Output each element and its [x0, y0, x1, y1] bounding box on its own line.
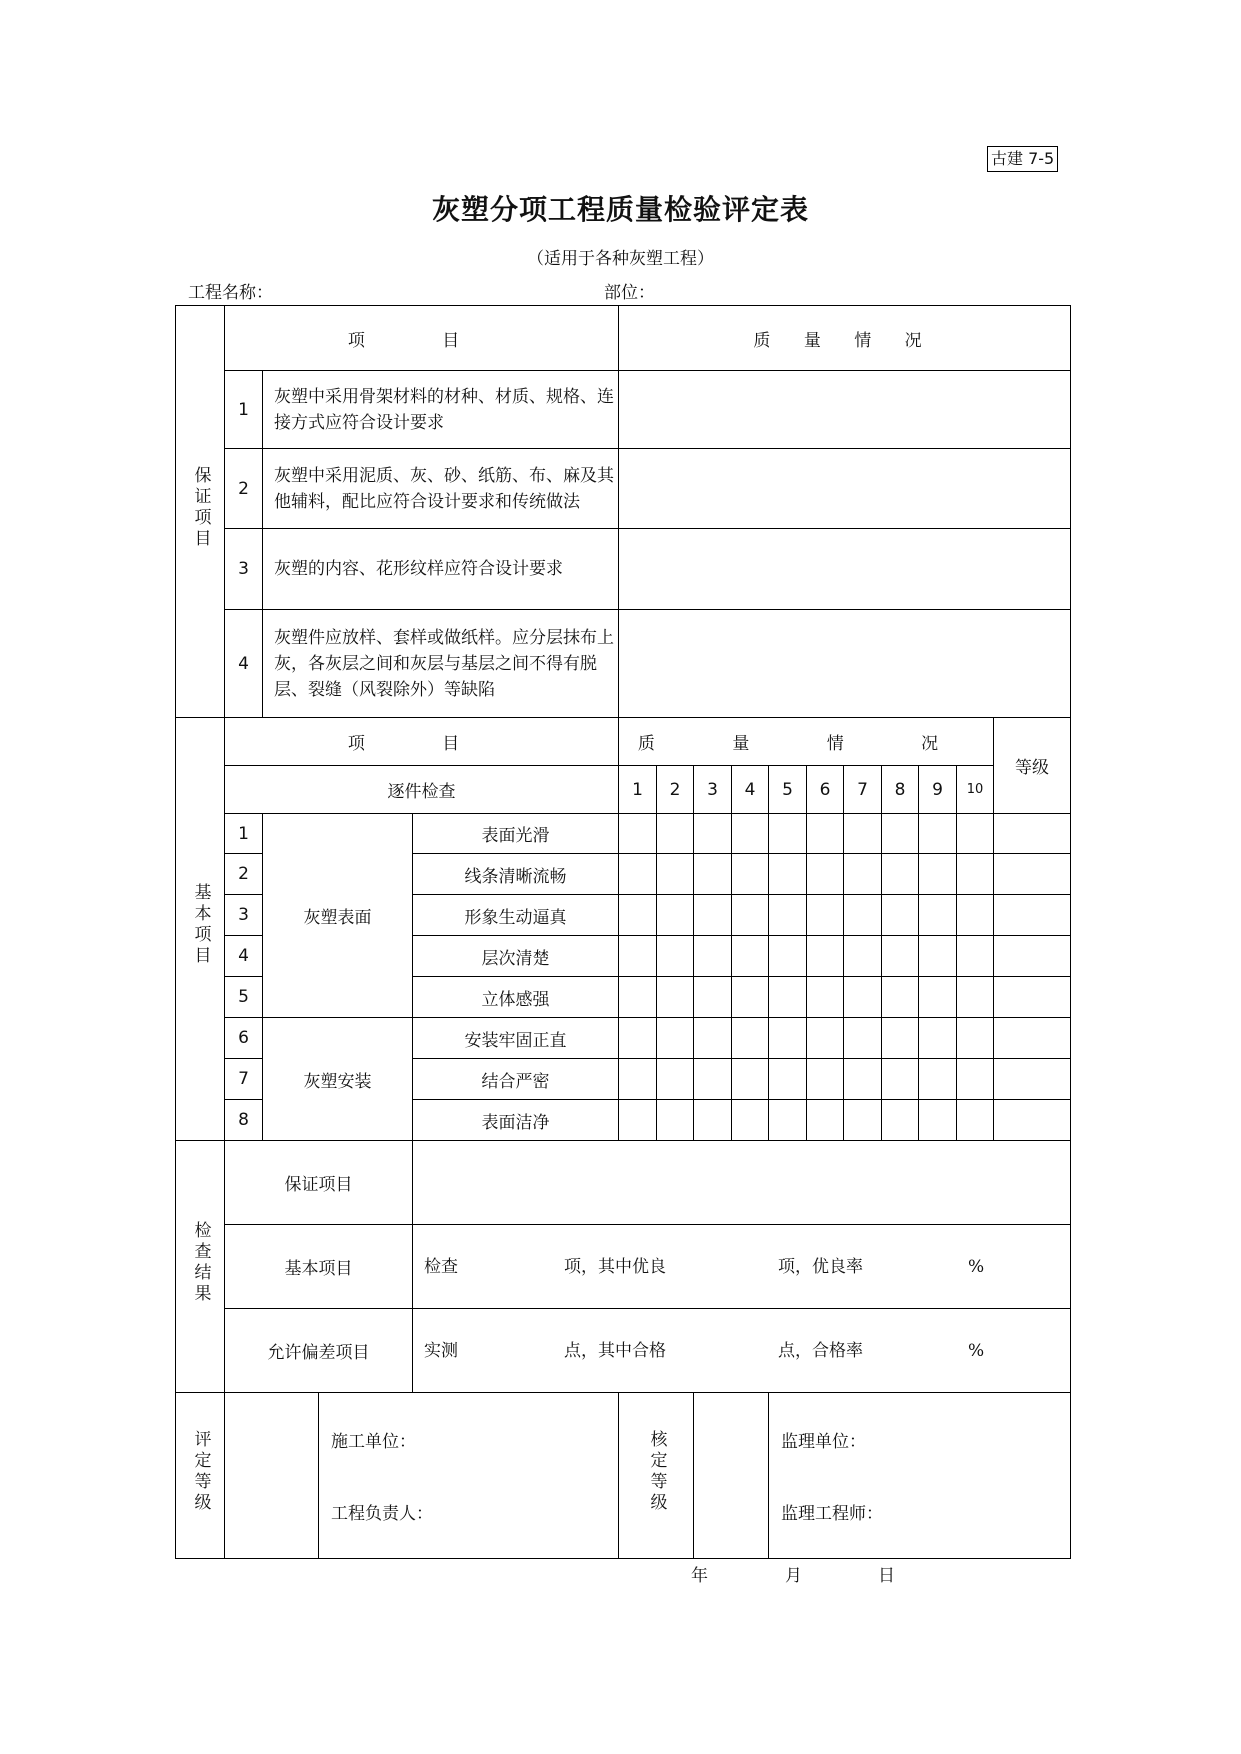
check-cell[interactable] [807, 936, 844, 977]
basic-col-item: 项 目 [225, 718, 619, 766]
check-cell[interactable] [882, 977, 919, 1018]
check-number: 1 [619, 766, 657, 814]
grade-cell[interactable] [994, 936, 1071, 977]
check-cell[interactable] [619, 854, 657, 895]
basic-item-text: 表面光滑 [413, 814, 619, 854]
check-cell[interactable] [694, 895, 732, 936]
check-cell[interactable] [844, 895, 882, 936]
table-row [176, 449, 1071, 529]
check-cell[interactable] [957, 977, 994, 1018]
check-cell[interactable] [807, 1018, 844, 1059]
check-cell[interactable] [694, 977, 732, 1018]
basic-item-no: 8 [225, 1100, 263, 1141]
table-row [176, 814, 1071, 854]
check-cell[interactable] [769, 854, 807, 895]
results-tolerance-label: 允许偏差项目 [225, 1309, 413, 1393]
check-cell[interactable] [769, 1059, 807, 1100]
check-number: 7 [844, 766, 882, 814]
check-cell[interactable] [732, 1100, 769, 1141]
check-cell[interactable] [619, 814, 657, 854]
table-row [176, 371, 1071, 449]
check-cell[interactable] [882, 814, 919, 854]
check-cell[interactable] [657, 895, 694, 936]
check-cell[interactable] [694, 1059, 732, 1100]
basic-item-no: 4 [225, 936, 263, 977]
guarantee-item-no: 4 [225, 610, 263, 718]
check-cell[interactable] [844, 936, 882, 977]
check-cell[interactable] [769, 895, 807, 936]
check-cell[interactable] [694, 854, 732, 895]
check-cell[interactable] [694, 1018, 732, 1059]
check-number: 10 [957, 766, 994, 814]
check-cell[interactable] [957, 936, 994, 977]
supervisor-label: 监理工程师： [781, 1504, 884, 1524]
check-cell[interactable] [807, 814, 844, 854]
guarantee-quality-cell[interactable] [619, 371, 1071, 449]
basic-item-no: 1 [225, 814, 263, 854]
check-cell[interactable] [807, 895, 844, 936]
table-row [176, 529, 1071, 610]
verify-label: 核定等级 [619, 1393, 694, 1559]
check-cell[interactable] [807, 854, 844, 895]
check-cell[interactable] [957, 895, 994, 936]
check-cell[interactable] [657, 936, 694, 977]
basic-percent: % [968, 1256, 985, 1277]
basic-item-text: 线条清晰流畅 [413, 854, 619, 895]
form-subtitle: （适用于各种灰塑工程） [527, 249, 714, 269]
check-cell[interactable] [919, 977, 957, 1018]
results-guarantee-value[interactable] [413, 1141, 1071, 1225]
table-row [176, 1018, 1071, 1059]
check-cell[interactable] [882, 936, 919, 977]
tol-rate-text: 点，合格率 [778, 1340, 863, 1361]
basic-item-text: 层次清楚 [413, 936, 619, 977]
results-basic-label: 基本项目 [225, 1225, 413, 1309]
project-name-label: 工程名称： [188, 283, 273, 303]
check-cell[interactable] [882, 1018, 919, 1059]
group-surface-label: 灰塑表面 [263, 814, 413, 1018]
check-cell[interactable] [957, 1059, 994, 1100]
check-cell[interactable] [657, 1100, 694, 1141]
basic-sub-header: 逐件检查 [225, 766, 619, 814]
check-number: 4 [732, 766, 769, 814]
table-row [176, 1141, 1071, 1225]
check-cell[interactable] [844, 977, 882, 1018]
check-number: 9 [919, 766, 957, 814]
check-cell[interactable] [957, 854, 994, 895]
grade-cell[interactable] [994, 814, 1071, 854]
check-cell[interactable] [732, 854, 769, 895]
check-cell[interactable] [619, 1018, 657, 1059]
check-cell[interactable] [844, 1100, 882, 1141]
check-cell[interactable] [807, 1100, 844, 1141]
evaluation-table [175, 305, 1071, 1559]
guarantee-item-text: 灰塑中采用泥质、灰、砂、纸筋、布、麻及其他辅料，配比应符合设计要求和传统做法 [263, 449, 619, 529]
check-number: 8 [882, 766, 919, 814]
check-cell[interactable] [694, 936, 732, 977]
table-row [176, 1225, 1071, 1309]
check-cell[interactable] [919, 936, 957, 977]
check-cell[interactable] [882, 1100, 919, 1141]
check-cell[interactable] [657, 1059, 694, 1100]
date-year-label: 年 [691, 1566, 708, 1586]
check-cell[interactable] [844, 1018, 882, 1059]
grade-cell[interactable] [994, 854, 1071, 895]
guarantee-item-no: 3 [225, 529, 263, 610]
results-basic-value[interactable] [413, 1225, 1071, 1309]
grade-cell[interactable] [994, 1059, 1071, 1100]
basic-item-text: 形象生动逼真 [413, 895, 619, 936]
guarantee-item-text: 灰塑件应放样、套样或做纸样。应分层抹布上灰，各灰层之间和灰层与基层之间不得有脱层、裂缝（风裂除外）等缺陷 [263, 610, 619, 718]
verify-value-cell[interactable] [694, 1393, 769, 1559]
check-cell[interactable] [844, 1059, 882, 1100]
table-row [176, 1393, 1071, 1559]
check-cell[interactable] [769, 814, 807, 854]
check-cell[interactable] [619, 936, 657, 977]
construction-sign-cell[interactable] [319, 1393, 619, 1559]
check-cell[interactable] [919, 854, 957, 895]
grade-cell[interactable] [994, 977, 1071, 1018]
check-cell[interactable] [844, 814, 882, 854]
guarantee-quality-cell[interactable] [619, 610, 1071, 718]
check-cell[interactable] [657, 854, 694, 895]
construction-unit-label: 施工单位： [331, 1432, 416, 1452]
guarantee-quality-cell[interactable] [619, 449, 1071, 529]
check-cell[interactable] [957, 1100, 994, 1141]
guarantee-item-no: 1 [225, 371, 263, 449]
grade-value-cell[interactable] [225, 1393, 319, 1559]
check-cell[interactable] [619, 977, 657, 1018]
basic-rate-text: 项，优良率 [778, 1256, 863, 1277]
supervision-sign-cell[interactable] [769, 1393, 1071, 1559]
basic-good-text: 项，其中优良 [564, 1256, 666, 1277]
basic-item-text: 安装牢固正直 [413, 1018, 619, 1059]
location-label: 部位： [604, 283, 655, 303]
basic-item-no: 7 [225, 1059, 263, 1100]
guarantee-quality-cell[interactable] [619, 529, 1071, 610]
check-cell[interactable] [807, 1059, 844, 1100]
grade-section-label: 评定等级 [176, 1393, 225, 1559]
check-cell[interactable] [919, 1018, 957, 1059]
basic-item-no: 3 [225, 895, 263, 936]
basic-section-label: 基本项目 [176, 718, 225, 1141]
results-guarantee-label: 保证项目 [225, 1141, 413, 1225]
check-cell[interactable] [882, 895, 919, 936]
check-cell[interactable] [732, 1018, 769, 1059]
group-install-label: 灰塑安装 [263, 1018, 413, 1141]
check-cell[interactable] [657, 1018, 694, 1059]
guarantee-item-text: 灰塑的内容、花形纹样应符合设计要求 [263, 529, 619, 610]
check-cell[interactable] [694, 1100, 732, 1141]
tol-measure-text: 实测 [424, 1340, 458, 1361]
basic-item-text: 结合严密 [413, 1059, 619, 1100]
check-cell[interactable] [619, 895, 657, 936]
check-cell[interactable] [769, 936, 807, 977]
supervision-unit-label: 监理单位： [781, 1432, 867, 1452]
check-cell[interactable] [919, 895, 957, 936]
check-cell[interactable] [807, 977, 844, 1018]
form-code: 古建 7-5 [987, 146, 1058, 172]
check-cell[interactable] [919, 1100, 957, 1141]
check-cell[interactable] [882, 854, 919, 895]
tol-pass-text: 点，其中合格 [564, 1340, 666, 1361]
check-cell[interactable] [769, 1100, 807, 1141]
check-cell[interactable] [919, 814, 957, 854]
results-section-label: 检查结果 [176, 1141, 225, 1393]
check-cell[interactable] [769, 977, 807, 1018]
basic-check-text: 检查 [424, 1256, 458, 1277]
tol-percent: % [968, 1340, 985, 1361]
check-cell[interactable] [732, 977, 769, 1018]
date-day-label: 日 [878, 1566, 895, 1586]
check-cell[interactable] [619, 1100, 657, 1141]
check-cell[interactable] [657, 977, 694, 1018]
grade-cell[interactable] [994, 1100, 1071, 1141]
check-number: 3 [694, 766, 732, 814]
guarantee-col-quality: 质 量 情 况 [619, 306, 1071, 371]
check-cell[interactable] [732, 1059, 769, 1100]
date-month-label: 月 [785, 1566, 802, 1586]
check-cell[interactable] [769, 1018, 807, 1059]
check-cell[interactable] [957, 814, 994, 854]
check-cell[interactable] [732, 895, 769, 936]
table-row [176, 610, 1071, 718]
guarantee-col-item: 项 目 [225, 306, 619, 371]
check-cell[interactable] [919, 1059, 957, 1100]
guarantee-section-label: 保证项目 [176, 306, 225, 718]
grade-cell[interactable] [994, 1018, 1071, 1059]
project-lead-label: 工程负责人： [331, 1504, 433, 1524]
check-cell[interactable] [732, 936, 769, 977]
results-tolerance-value[interactable] [413, 1309, 1071, 1393]
basic-col-quality: 质 量 情 况 [619, 718, 994, 766]
check-number: 5 [769, 766, 807, 814]
grade-cell[interactable] [994, 895, 1071, 936]
check-cell[interactable] [694, 814, 732, 854]
guarantee-item-no: 2 [225, 449, 263, 529]
basic-item-no: 6 [225, 1018, 263, 1059]
check-cell[interactable] [957, 1018, 994, 1059]
check-cell[interactable] [657, 814, 694, 854]
check-cell[interactable] [732, 814, 769, 854]
basic-col-grade: 等级 [994, 718, 1071, 814]
check-cell[interactable] [882, 1059, 919, 1100]
form-title: 灰塑分项工程质量检验评定表 [431, 193, 809, 226]
basic-item-text: 表面洁净 [413, 1100, 619, 1141]
check-cell[interactable] [619, 1059, 657, 1100]
check-number: 6 [807, 766, 844, 814]
table-row [176, 1309, 1071, 1393]
guarantee-item-text: 灰塑中采用骨架材料的材种、材质、规格、连接方式应符合设计要求 [263, 371, 619, 449]
basic-item-no: 2 [225, 854, 263, 895]
check-number: 2 [657, 766, 694, 814]
basic-item-text: 立体感强 [413, 977, 619, 1018]
check-cell[interactable] [844, 854, 882, 895]
basic-item-no: 5 [225, 977, 263, 1018]
